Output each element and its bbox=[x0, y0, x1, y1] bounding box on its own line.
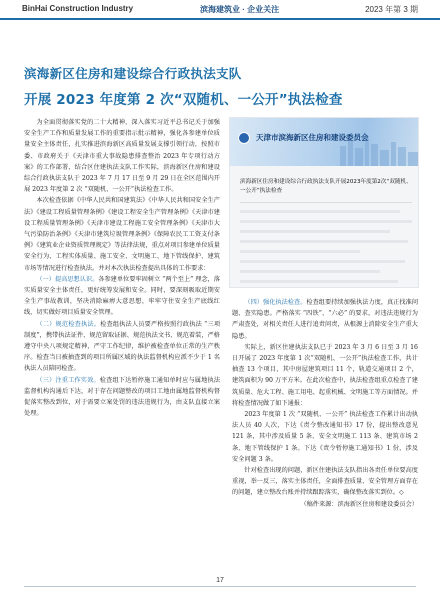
government-emblem-icon bbox=[238, 132, 250, 144]
page-header bbox=[0, 0, 440, 20]
paragraph-requirement-3: （三）注重工作实效。检查组下达暂停施工通知单时应与属地执法监督机构沟通后下达，对于存在问题整改的项目工地由属地监督机构督促落实整改到位，对于需要立案处罚的违法违规行为，由支队直接立案处理。 bbox=[24, 376, 221, 418]
paragraph-intro: 为全面贯彻落实党的二十大精神，深入落实习近平总书记关于加强安全生产工作和质量发展工作的重要指示批示精神，强化各参建单位质量安全主体责任，扎实推进滨海新区高质量发展支撑引领行动，按照市委、市政府关于《天津市重大事故隐患排查整治 2023 年专项行动方案》的工作部署，结合区住建执法支队工作实际，滨海新区住房和建设综合行政执法支队于 2023 年 7 月 17 日至 9 月 29 日在全区范围内开展 2023 年度第 2 次 “双随机、一公开”执法检查工作。 bbox=[24, 119, 220, 194]
footer-rule bbox=[24, 586, 416, 587]
magazine-name: BinHai Construction Industry bbox=[22, 4, 134, 13]
news-screenshot-image bbox=[229, 117, 419, 288]
section-name: 滨海建筑业 · 企业关注 bbox=[200, 5, 280, 14]
issue-number: 2023 年第 3 期 bbox=[365, 5, 418, 14]
article-column-right bbox=[232, 297, 418, 510]
paragraph-requirement-1: （一）提高思想认识。各参建单位要牢固树立 “两个至上” 理念，落实质量安全主体责任，更好统筹发展和安全。同时，要深刻吸取近期安全生产事故教训，坚决消除麻痹大意思想，牢牢守住安全生产底线红线，切实做好项目质量安全管理。 bbox=[24, 275, 220, 317]
requirement-heading: （二）规范检查执法。 bbox=[36, 320, 101, 328]
page-number: 17 bbox=[210, 577, 230, 584]
paragraph-basis: 本次检查依据《中华人民共和国建筑法》《中华人民共和国安全生产法》《建设工程质量管理条例》《建设工程安全生产管理条例》《天津市建设工程质量管理条例》《天津市建设工程施工安全管理条例》《天津市大气污染防治条例》《天津市建筑垃圾管理条例》《保障农民工工资支付条例》《建筑业企业资质管理规定》等法律法规，重点对项目参建单位质量安全行为、工程实体质量、施工安全、文明施工、地下管线保护、建筑市场等情况进行检查执法。并对本次执法检查提出具体的工作要求： bbox=[24, 197, 220, 272]
article-title-line-2: 开展 2023 年度第 2 次“双随机、一公开”执法检查 bbox=[24, 92, 343, 108]
requirement-heading: （三）注重工作实效。 bbox=[36, 376, 100, 384]
article-title-line-1: 滨海新区住房和建设综合行政执法支队 bbox=[24, 66, 242, 81]
article-column-left bbox=[24, 117, 220, 419]
paragraph-conclusion: 针对检查出现的问题，新区住建执法支队指出各责任单位要高度重视，举一反三，落实主体责任，全面排查质量、安全管理方面存在的问题，建立整改台账并持续跟踪落实，确保整改落实到位。◇ bbox=[232, 467, 418, 497]
article-source: （稿件来源：滨海新区住房和建设委员会） bbox=[300, 500, 418, 508]
site-name: 天津市滨海新区住房和建设委员会 bbox=[256, 133, 369, 142]
paragraph-first-inspection: 实际上，新区住建执法支队已于 2023 年 3 月 6 日至 3 月 16 日开展了 2023 年度第 1 次“双随机、一公开”执法检查工作，共计抽查 13 个项目，其中房屋建筑项目 11 个，轨道交通项目 2 个，建筑面积为 90 万平方米。在此次检查中，执法检查组重点检查了建筑质量、危大工程、施工用电、起重机械、文明施工等方面情况。并将检查情况做了如下通报： bbox=[232, 343, 418, 407]
news-body-placeholder bbox=[240, 210, 412, 288]
paragraph-requirement-2: （二）规范检查执法。检查组执法人员要严格按照行政执法 “三项制度”，携带执法证件、规范留取证据、规范执法文书、规范着装，严格遵守中央八项规定精神，严守工作纪律，维护被检查单位正常的生产秩序。检查当日被抽查到的项目所属区域的执法监督机构应派不少于 1 名执法人员陪同检查。 bbox=[24, 320, 221, 373]
paragraph-requirement-4: （四）强化执法检查。检查组要持续加强执法力度，真正找准问题、查实隐患。严格落实 “四铁”、“六必” 的要求，对违法违规行为严肃查处，对相关责任人进行追责问责，从根源上消除安全生产重大隐患。 bbox=[232, 299, 419, 340]
divider bbox=[240, 202, 412, 203]
news-headline: 滨海新区住房和建设综合行政执法支队开展2023年度第2次“双随机、一公开”执法检查 bbox=[240, 179, 412, 194]
site-banner bbox=[230, 118, 418, 166]
paragraph-statistics: 2023 年度第 1 次 “双随机、一公开” 执法检查工作累计出动执法人员 40 人次，下达《责令整改通知书》17 份，提出整改意见 121 条，其中涉及质量 5 条、安全文明施工 113 条、建筑市场 2 条、地下管线保护 1 条。下达《责令暂停施工通知书》1 份，涉及安全问题 3 条。 bbox=[232, 411, 418, 463]
requirement-heading: （一）提高思想认识。 bbox=[36, 275, 99, 283]
requirement-heading: （四）强化执法检查。 bbox=[244, 299, 307, 306]
